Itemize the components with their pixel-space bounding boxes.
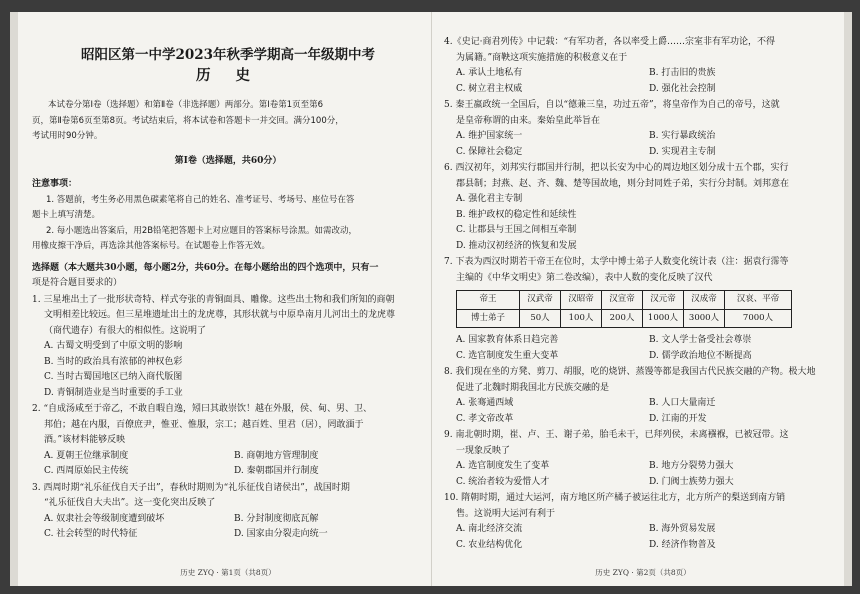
option-a: A. 古蜀文明受到了中原文明的影响	[44, 341, 183, 351]
question-3: 3. 西周时期“礼乐征伐自天子出”，春秋时期则为“礼乐征伐自诸侯出”，战国时期 “礼乐征伐自大夫出”。这一变化突出反映了 A. 奴隶社会等级制度遭到破坏 B. 分封制度彻底瓦解 C. 社会转型的时代特征 D. 国家由分裂走向统一	[32, 481, 424, 543]
option-d: D. 推动汉初经济的恢复和发展	[456, 240, 577, 251]
exam-subject: 历 史	[195, 67, 261, 84]
notice-title: 注意事项：	[32, 179, 78, 189]
notice-list: 1. 答题前，考生务必用黑色碳素笔将自己的姓名、准考证号、考场号、座位号在答 题卡上填写清楚。 2. 每小题选出答案后，用2B铅笔把答题卡上对应题目的答案标号涂黑。如需改动， 用橡皮擦干净后，再选涂其他答案标号。在试题卷上作答无效。	[32, 194, 358, 251]
option-b: B. 实行暴政统治	[649, 131, 716, 141]
question-8: 8. 我们现在坐的方凳、剪刀、胡服，吃的烧饼、蒸馒等都是我国古代民族交融的产物。极大地 促进了北魏时期我国北方民族交融的是 A. 张骞通西域 B. 人口大量南迁 C. 孝文帝改革 D. 江南的开发	[444, 365, 842, 427]
question-9: 9. 南北朝时期，崔、卢、王、谢子弟，胎毛未干，已拜列侯，未离襁褓，已被冠带。这 一现象反映了 A. 选官制度发生了变革 B. 地方分裂势力强大 C. 统治者较为爱惜人才 D. 门阀士族势力强大	[444, 428, 842, 490]
question-5: 5. 秦王嬴政统一全国后，自以“德兼三皇，功过五帝”，将皇帝作为自己的帝号，这就 是皇帝称谓的由来。秦始皇此举旨在 A. 维护国家统一 B. 实行暴政统治 C. 保障社会稳定 D. 实现君主专制	[444, 98, 842, 160]
paper-edge-left	[10, 12, 18, 586]
option-d: D. 儒学政治地位不断提高	[649, 350, 752, 361]
option-c: C. 当时古蜀国地区已纳入商代版图	[44, 372, 183, 382]
question-1: 1. 三星堆出土了一批形状奇特、样式夸张的青铜面具、雕像。这些出土物和我们所知的商朝 文明相差比较远。但三星堆遗址出土的龙虎尊，其形状就与中原阜南月儿河出土的龙虎尊 （商代遗存）有很大的相似性。这说明了 A. 古蜀文明受到了中原文明的影响 B. 当时的政治具有浓郁的神权色彩 C. 当时古蜀国地区已纳入商代版图 D. 青铜制造业是当时重要的手工业	[32, 293, 424, 402]
page-2-footer: 历史 ZYQ · 第2页（共8页）	[595, 568, 691, 577]
option-a: A. 国家教育体系日趋完善	[456, 335, 559, 345]
option-b: B. 维护政权的稳定性和延续性	[456, 209, 577, 220]
option-a: A. 强化君主专制	[456, 194, 523, 204]
option-b: B. 地方分裂势力强大	[649, 461, 734, 471]
page-1	[32, 28, 424, 543]
question-6: 6. 西汉初年，刘邦实行郡国并行制，把以长安为中心的周边地区划分成十五个郡，实行 郡县制；封燕、赵、齐、魏、楚等国故地，则分封同姓子弟，实行分封制。刘邦意在 A. 强化君主专制 B. 维护政权的稳定性和延续性 C. 让郡县与王国之间相互牵制 D. 推动汉初经济的恢复和发展	[444, 161, 842, 254]
option-a: A. 夏朝王位继承制度	[44, 450, 129, 461]
option-d: D. 青铜制造业是当时重要的手工业	[44, 387, 183, 398]
option-c: C. 农业结构优化	[456, 539, 523, 550]
option-b: B. 商朝地方管理制度	[234, 450, 319, 461]
option-d: D. 秦朝郡国并行制度	[234, 466, 319, 476]
option-c: C. 孝文帝改革	[456, 413, 514, 424]
option-d: D. 强化社会控制	[649, 83, 716, 94]
option-d: D. 实现君主专制	[649, 146, 716, 157]
mc-instructions: 选择题（本大题共30小题，每小题2分，共60分。在每小题给出的四个选项中，只有一 项是符合题目要求的）	[32, 262, 379, 288]
option-b: B. 分封制度彻底瓦解	[234, 513, 319, 524]
question-10: 10. 隋朝时期，通过大运河，南方地区所产橘子被运往北方，北方所产的梨送到南方销 售。这说明大运河有利于 A. 南北经济交流 B. 海外贸易发展 C. 农业结构优化 D. 经济作物普及	[444, 491, 842, 553]
option-c: C. 选官制度发生重大变革	[456, 350, 559, 361]
table-header-row: 帝王 汉武帝 汉昭帝 汉宣帝 汉元帝 汉成帝 汉哀、平帝	[457, 291, 792, 310]
option-a: A. 张骞通西域	[456, 398, 514, 408]
option-b: B. 人口大量南迁	[649, 398, 716, 408]
option-a: A. 选官制度发生了变革	[456, 461, 550, 471]
table-row: 博士弟子 50人 100人 200人 1000人 3000人 7000人	[457, 309, 792, 328]
question-7: 7. 下表为西汉时期若干帝王在位时，太学中博士弟子人数变化统计表（注：据袁行霈等 主编的《中华文明史》第二卷改编），表中人数的变化反映了汉代 帝王 汉武帝 汉昭帝 汉宣帝 汉元帝 汉成帝 汉哀、平帝 博士弟子 50人 100人 200人 1000人 3000人 7000人 A. 国家教育体系日趋完善 B. 文人学士备受社会尊崇 C. 选官制度发生重大变革 D. 儒学政治地位不断提高	[444, 255, 842, 364]
option-c: C. 树立君主权威	[456, 83, 523, 94]
option-d: D. 国家由分裂走向统一	[234, 529, 328, 539]
option-b: B. 当时的政治具有浓郁的神权色彩	[44, 356, 183, 367]
option-c: C. 西周原始民主传统	[44, 466, 129, 476]
student-count-table	[456, 290, 792, 328]
option-d: D. 门阀士族势力强大	[649, 476, 734, 487]
option-a: A. 奴隶社会等级制度遭到破坏	[44, 513, 165, 524]
option-a: A. 南北经济交流	[456, 524, 523, 534]
option-c: C. 统治者较为爱惜人才	[456, 476, 550, 487]
paper-edge-right	[844, 12, 852, 586]
option-a: A. 维护国家统一	[456, 131, 523, 141]
option-c: C. 社会转型的时代特征	[44, 529, 138, 539]
option-a: A. 承认土地私有	[456, 68, 523, 78]
option-d: D. 江南的开发	[649, 413, 707, 424]
option-d: D. 经济作物普及	[649, 539, 716, 550]
section-title: 第Ⅰ卷（选择题，共60分）	[174, 155, 282, 166]
question-4: 4.《史记·商君列传》中记载：“有军功者，各以率受上爵……宗室非有军功论，不得 为属籍。”商鞅这项实施措施的积极意义在于 A. 承认土地私有 B. 打击旧的贵族 C. 树立君主权威 D. 强化社会控制	[444, 35, 842, 97]
exam-title: 昭阳区第一中学2023年秋季学期高一年级期中考	[80, 47, 376, 63]
option-c: C. 让郡县与王国之间相互牵制	[456, 225, 577, 235]
page-fold	[431, 12, 432, 586]
option-b: B. 打击旧的贵族	[649, 68, 716, 78]
intro-paragraph: 本试卷分第Ⅰ卷（选择题）和第Ⅱ卷（非选择题）两部分。第Ⅰ卷第1页至第6 页，第Ⅱ卷第6页至第8页。考试结束后，将本试卷和答题卡一并交回。满分100分， 考试用时90分钟。	[32, 100, 344, 141]
option-c: C. 保障社会稳定	[456, 146, 523, 157]
page-2	[444, 34, 842, 553]
option-b: B. 文人学士备受社会尊崇	[649, 335, 752, 345]
option-b: B. 海外贸易发展	[649, 524, 716, 534]
question-2: 2. “自成汤咸至于帝乙，不敢自暇自逸，矧曰其敢崇饮！越在外服，侯、甸、男、卫、 邦伯；越在内服，百僚庶尹，惟亚、惟服，宗工；越百姓、里君（居），罔敢湎于 酒。”该材料能够反映 A. 夏朝王位继承制度 B. 商朝地方管理制度 C. 西周原始民主传统 D. 秦朝郡国并行制度	[32, 402, 424, 480]
exam-sheet	[10, 12, 852, 586]
page-1-footer: 历史 ZYQ · 第1页（共8页）	[180, 568, 276, 577]
